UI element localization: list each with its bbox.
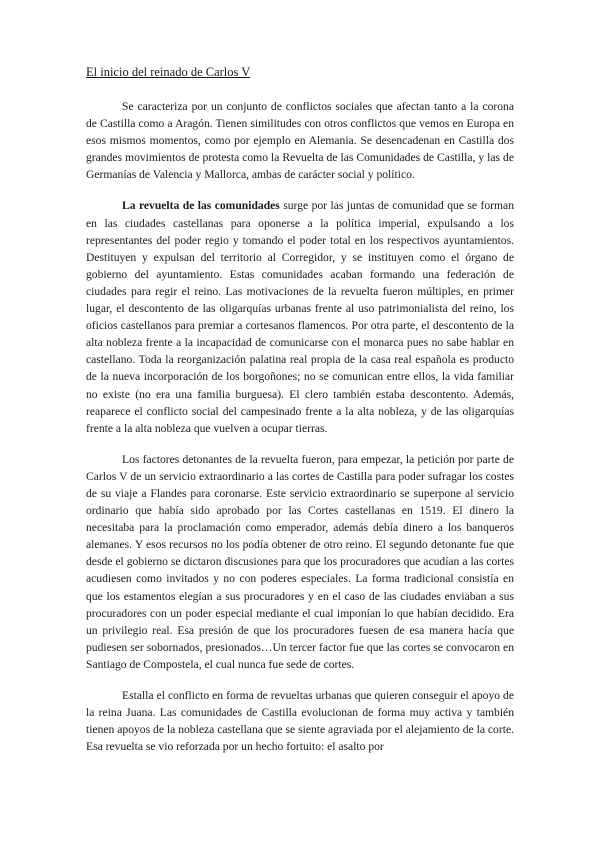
paragraph-lead-bold: La revuelta de las comunidades <box>122 199 280 213</box>
paragraph-conflicto: Estalla el conflicto en forma de revueltas urbanas que quieren conseguir el apoyo de la reina Juana. Las comunidades de Castilla evolucionan de forma muy activa y también tienen apoyos de la nobleza castellana que se siente agraviada por el alejamiento de la corte. Esa revuelta se vio reforzada por un hecho fortuito: el asalto por <box>86 689 514 754</box>
paragraph-comunidades <box>86 197 514 436</box>
document-title: El inicio del reinado de Carlos V <box>86 65 251 79</box>
paragraph-factores: Los factores detonantes de la revuelta fueron, para empezar, la petición por parte de Carlos V de un servicio extraordinario a las cortes de Castilla para poder sufragar los costes de su viaje a Flandes para coronarse. Este servicio extraordinario se superpone al servicio ordinario que había sido aprobado por las Cortes castellanas en 1519. El dinero la necesitaba para la proclamación como emperador, además debía dinero a los banqueros alemanes. Y esos recursos no los podía obtener de otro reino. El segundo detonante fue que desde el gobierno se dictaron discusiones para que los procuradores que acudían a las cortes acudiesen como invitados y no con poderes especiales. La forma tradicional consistía en que los estamentos elegían a sus procuradores y en el caso de las ciudades enviaban a sus procuradores con un poder especial mediante el cual imponían lo que habían decidido. Era un privilegio real. Esa presión de que los procuradores fuesen de esa manera hacía que pudiesen ser sobornados, presionados…Un tercer factor fue que las cortes se convocaron en Santiago de Compostela, el cual nunca fue sede de cortes. <box>86 452 514 671</box>
paragraph-intro: Se caracteriza por un conjunto de conflictos sociales que afectan tanto a la corona de Castilla como a Aragón. Tienen similitudes con otros conflictos que vemos en Europa en esos mismos momentos, como por ejemplo en Alemania. Se desencadenan en Castilla dos grandes movimientos de protesta como la Revuelta de las Comunidades de Castilla, y las de Germanías de Valencia y Mallorca, ambas de carácter social y político. <box>86 100 514 182</box>
paragraph-body: surge por las juntas de comunidad que se forman en las ciudades castellanas para oponerse a la política imperial, expulsando a los representantes del poder regio y tomando el poder total en los respectivos ayuntamientos. Destituyen y expulsan del territorio al Corregidor, y se instituyen como el órgano de gobierno del ayuntamiento. Estas comunidades acaban formando una federación de ciudades para regir el reino. Las motivaciones de la revuelta fueron múltiples, en primer lugar, el descontento de las oligarquías urbanas frente al uso patrimonialista del reino, los oficios castellanos para premiar a cortesanos flamencos. Por otra parte, el descontento de la alta nobleza frente a la incapacidad de comunicarse con el monarca pues no sabe hablar en castellano. Toda la reorganización palatina real propia de la casa real española es producto de la nueva incorporación de los borgoñones; no se comunican entre ellos, la vida familiar no existe (no era una familia burguesa). El clero también estaba descontento. Además, reaparece el conflicto social del campesinado frente a la alta nobleza, y de las oligarquías frente a la alta nobleza que vuelven a ocupar tierras. <box>86 199 514 435</box>
document-page <box>86 64 514 769</box>
